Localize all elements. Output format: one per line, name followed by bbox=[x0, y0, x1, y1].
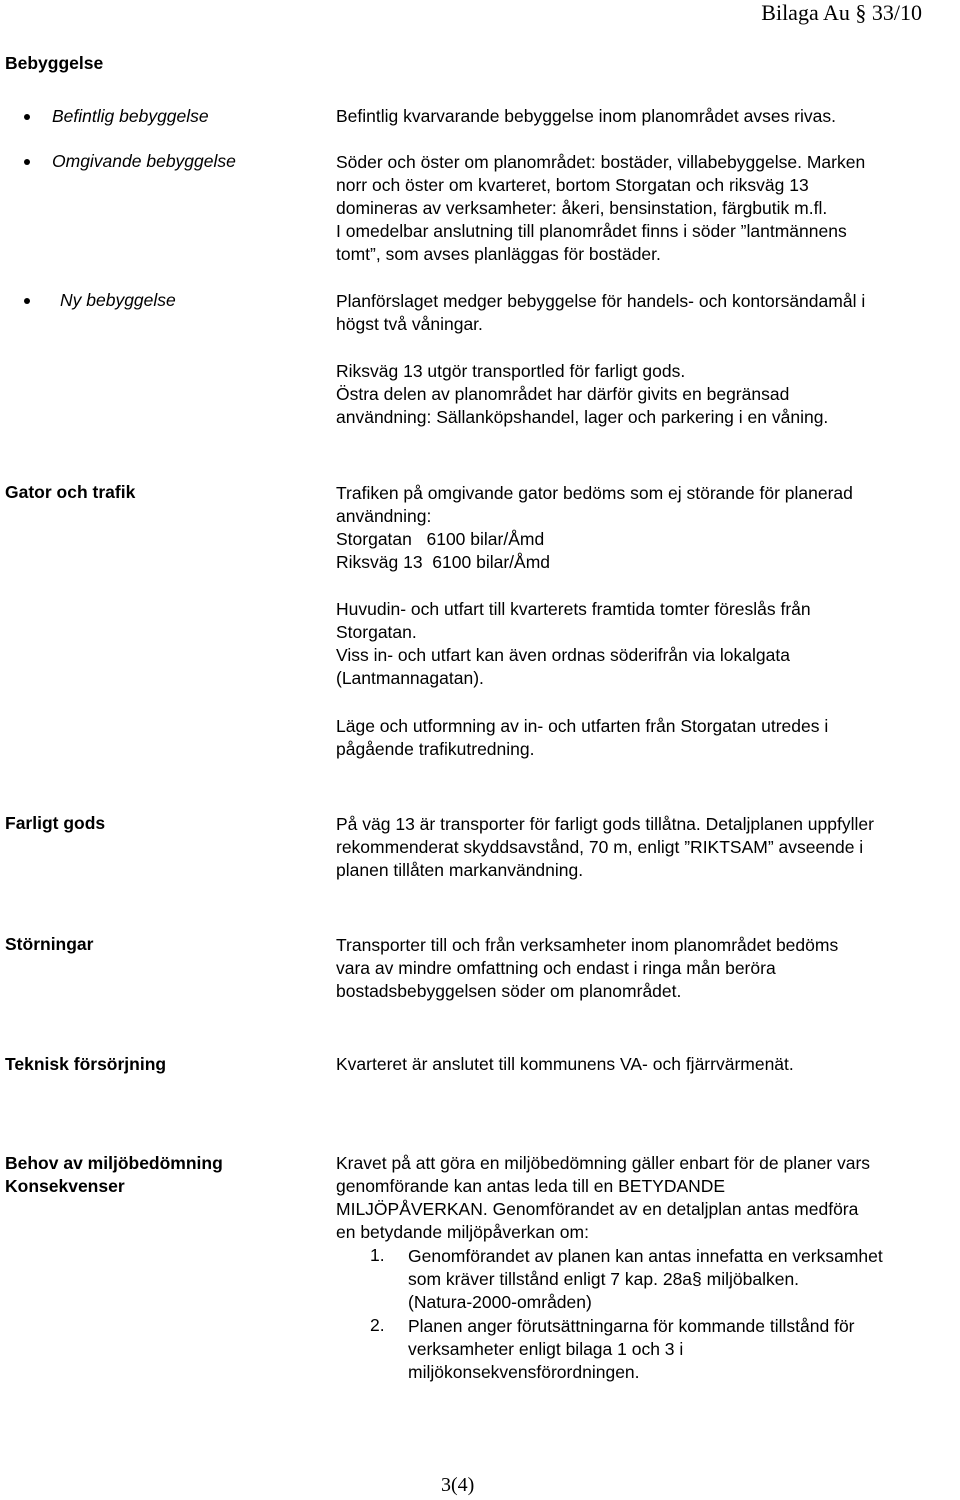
text-line: Viss in- och utfart kan även ordnas söderifrån via lokalgata bbox=[336, 645, 790, 665]
text-line: planen tillåten markanvändning. bbox=[336, 860, 584, 880]
page-number: 3(4) bbox=[441, 1474, 475, 1496]
text-farligt-gods bbox=[336, 813, 874, 882]
text-omgivande-bebyggelse bbox=[336, 151, 865, 266]
text-line: norr och öster om kvarteret, bortom Storgatan och riksväg 13 bbox=[336, 175, 809, 195]
text-line: (Natura-2000-områden) bbox=[408, 1292, 592, 1312]
text-ny-bebyggelse-p1 bbox=[336, 290, 865, 336]
list-number: 1. bbox=[370, 1245, 385, 1265]
text-gator-p1 bbox=[336, 482, 853, 574]
text-line: användning: bbox=[336, 506, 432, 526]
text-line: Läge och utformning av in- och utfarten från Storgatan utredes i bbox=[336, 716, 829, 736]
text-line: som kräver tillstånd enligt 7 kap. 28a§ miljöbalken. bbox=[408, 1269, 800, 1289]
text-gator-p3 bbox=[336, 715, 828, 761]
text-line: Östra delen av planområdet har därför givits en begränsad bbox=[336, 384, 790, 404]
text-line: användning: Sällanköpshandel, lager och parkering i en våning. bbox=[336, 407, 829, 427]
text-line: (Lantmannagatan). bbox=[336, 668, 484, 688]
bullet-icon bbox=[24, 114, 30, 120]
text-line: Riksväg 13 utgör transportled för farligt gods. bbox=[336, 361, 686, 381]
text-line: Trafiken på omgivande gator bedöms som ej störande för planerad bbox=[336, 483, 853, 503]
text-line: vara av mindre omfattning och endast i ringa mån beröra bbox=[336, 958, 776, 978]
text-line: Planen anger förutsättningarna för kommande tillstånd för bbox=[408, 1316, 855, 1336]
text-behov-intro bbox=[336, 1152, 870, 1244]
list-number: 2. bbox=[370, 1315, 385, 1335]
text-line: tomt”, som avses planläggas för bostäder. bbox=[336, 244, 661, 264]
bullet-icon bbox=[24, 298, 30, 304]
text-teknisk: Kvarteret är anslutet till kommunens VA- och fjärrvärmenät. bbox=[336, 1054, 794, 1074]
text-line: På väg 13 är transporter för farligt gods tillåtna. Detaljplanen uppfyller bbox=[336, 814, 874, 834]
text-line: Genomförandet av planen kan antas innefatta en verksamhet bbox=[408, 1246, 883, 1266]
text-line: Planförslaget medger bebyggelse för handels- och kontorsändamål i bbox=[336, 291, 866, 311]
text-ny-bebyggelse-p2 bbox=[336, 360, 828, 429]
label-befintlig-bebyggelse: Befintlig bebyggelse bbox=[52, 106, 209, 126]
list-item-1 bbox=[370, 1245, 883, 1314]
text-line: Huvudin- och utfart till kvarterets framtida tomter föreslås från bbox=[336, 599, 811, 619]
text-line: rekommenderat skyddsavstånd, 70 m, enligt ”RIKTSAM” avseende i bbox=[336, 837, 864, 857]
traffic-storgatan: Storgatan 6100 bilar/Åmd bbox=[336, 529, 545, 549]
section-heading-storningar: Störningar bbox=[5, 934, 94, 954]
section-heading-teknisk: Teknisk försörjning bbox=[5, 1054, 167, 1074]
section-heading-bebyggelse: Bebyggelse bbox=[5, 53, 104, 73]
heading-line: Behov av miljöbedömning bbox=[5, 1153, 223, 1173]
text-line: Kravet på att göra en miljöbedömning gäller enbart för de planer vars bbox=[336, 1153, 871, 1173]
text-line: bostadsbebyggelsen söder om planområdet. bbox=[336, 981, 682, 1001]
text-line: högst två våningar. bbox=[336, 314, 483, 334]
section-heading-gator: Gator och trafik bbox=[5, 482, 136, 502]
section-heading-behov bbox=[5, 1152, 223, 1198]
section-heading-farligt-gods: Farligt gods bbox=[5, 813, 106, 833]
list-item-2 bbox=[370, 1315, 855, 1384]
text-line: Storgatan. bbox=[336, 622, 417, 642]
text-line: miljökonsekvensförordningen. bbox=[408, 1362, 640, 1382]
traffic-riksvag-13: Riksväg 13 6100 bilar/Åmd bbox=[336, 552, 550, 572]
text-gator-p2 bbox=[336, 598, 811, 690]
heading-line: Konsekvenser bbox=[5, 1176, 125, 1196]
text-befintlig-bebyggelse: Befintlig kvarvarande bebyggelse inom planområdet avses rivas. bbox=[336, 106, 836, 126]
text-line: Söder och öster om planområdet: bostäder, villabebyggelse. Marken bbox=[336, 152, 866, 172]
label-omgivande-bebyggelse: Omgivande bebyggelse bbox=[52, 151, 236, 171]
label-ny-bebyggelse: Ny bebyggelse bbox=[60, 290, 176, 310]
text-storningar bbox=[336, 934, 838, 1003]
text-line: en betydande miljöpåverkan om: bbox=[336, 1222, 589, 1242]
text-line: verksamheter enligt bilaga 1 och 3 i bbox=[408, 1339, 684, 1359]
text-line: MILJÖPÅVERKAN. Genomförandet av en detaljplan antas medföra bbox=[336, 1199, 859, 1219]
text-line: I omedelbar anslutning till planområdet finns i söder ”lantmännens bbox=[336, 221, 847, 241]
text-line: Transporter till och från verksamheter inom planområdet bedöms bbox=[336, 935, 839, 955]
text-line: pågående trafikutredning. bbox=[336, 739, 535, 759]
text-line: genomförande kan antas leda till en BETYDANDE bbox=[336, 1176, 726, 1196]
attachment-reference: Bilaga Au § 33/10 bbox=[761, 0, 922, 25]
bullet-icon bbox=[24, 159, 30, 165]
text-line: domineras av verksamheter: åkeri, bensinstation, färgbutik m.fl. bbox=[336, 198, 828, 218]
